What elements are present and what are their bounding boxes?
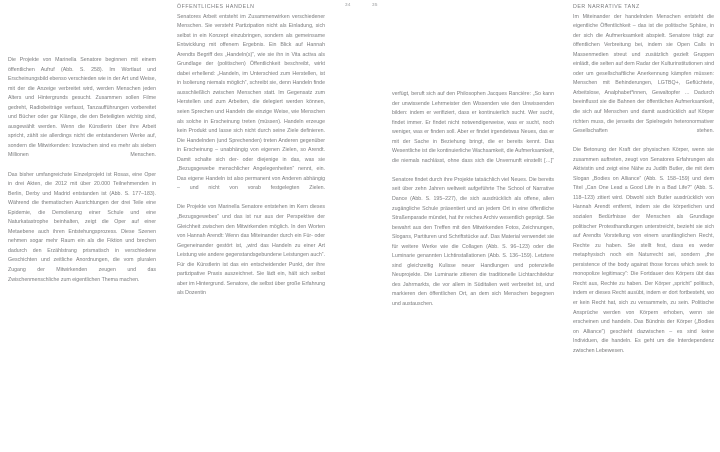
paragraph: Senatores Arbeit entsteht im Zusammenwirken verschiedener Menschen. Sie versteht Partizipation nicht als Einladung, sich selbst in ein Konzept einzubringen, sondern als gemeinsame Entwicklung mit offenem Ergebnis. Ein Blick auf Hannah Arendts Begriff des „Handeln(s)“, wie sie ihn in Vita activa als Grundlage der (politischen) Öffentlichkeit beschreibt, wirkt dabei erhellend: „Handeln, im Unterschied zum Herstellen, ist in Isolierung niemals möglich“, schreibt sie, denn Handeln finde ausschließlich zwischen Menschen statt. Im Gegensatz zum Herstellen und zum Arbeiten, die delegiert werden können, seien Sprechen und Handeln die einzige Weise, wie Menschen als solche in Erscheinung treten (müssen). Handeln erzeuge kein Produkt und lasse sich nicht durch seine Ziele definieren. Die Handelnden (und Sprechenden) treten Anderen gegenüber in Erscheinung – unabhängig von eigenen Zielen, so Arendt. Damit schalte sich der- oder diejenige in das, was sie „Bezugsgewebe menschlicher Angelegenheiten“ nennt, ein. Das eigene Handeln ist also permanent von Anderen abhängig – und nicht von vorab festgelegten Zielen. <box>177 13 325 192</box>
paragraph: Im Miteinander der handelnden Menschen entsteht die eigentliche Öffentlichkeit – das ist die politische Sphäre, in der sich die Aufmerksamkeit abspielt. Senatore trägt zur öffentlichen Verbreitung bei, indem sie Open Calls in Massenmedien streut und zusätzlich gezielt Gruppen einlädt, die selten auf dem Radar der Kulturinstitutionen sind oder um gesellschaftliche Anerkennung kämpfen müssen: Menschen mit Behinderungen, LGTBQ+, Geflüchtete, Arbeitslose, Analphabet*innen, Gewaltopfer … Dadurch beeinflusst sie die Bahnen der öffentlichen Aufmerksamkeit, die sich auf Menschen und damit ausdrücklich auf Körper richten muss, die jenseits der Spielregeln heteronormativer Gesellschaften stehen. <box>573 13 714 135</box>
section-heading-narrative-dance: DER NARRATIVE TANZ <box>573 4 640 10</box>
paragraph: Senatore findet durch ihre Projekte tatsächlich viel Neues. Die bereits seit über zehn Jahren weltweit aufgeführte The School of Narrative Dance (Abb. S. 195–227), die sich ausdrücklich als offene, allen zugängliche Schule präsentiert und an jedem Ort in eine öffentliche Straßenparade mündet, hat ihr reiches Archiv wesentlich geprägt. Sie bewahrt aus den Treffen mit den Mitwirkenden Fotos, Zeichnungen, Slogans, Partituren und Schriftstücke auf. Das Material verwendet sie für weitere Werke wie die Collagen (Abb. S. 96–123) oder die Luminarie genannten Lichtinstallationen (Abb. S. 136–159). Letztere sind gleichzeitig Kulisse neuer Handlungen und potenzielle Neuprojekte. Die Luminarie zitieren die traditionelle Lichtarchitektur des Jahrmarkts, die vor allem in Süditalien weit verbreitet ist, und markieren den öffentlichen Ort, an dem sich Menschen begegnen und austauschen. <box>392 176 554 308</box>
paragraph: Das bisher umfangreichste Einzelprojekt ist Rosas, eine Oper in drei Akten, die 2012 mit über 20.000 Teilnehmenden in Berlin, Derby und Madrid entstanden ist (Abb. S. 177–183). Während die thematischen Ausrichtungen der drei Teile eine Epidemie, die Demolierung einer Schule und eine Naturkatastrophe beinhalten, zeigt die Oper auf einer Metaebene auch ihren Entstehungsprozess. Diese Szenen nehmen sogar mehr Raum ein als die Fiktion und brechen dadurch den Erzählstrang prismatisch in verschiedene Geschichten und zeitliche Anordnungen, die vom pluralen Zugang der Mitwirkenden zeugen und das Zwischenmenschliche zum eigentlichen Thema machen. <box>8 171 156 283</box>
paragraph: Die Betonung der Kraft der physischen Körper, wenn sie zusammen auftreten, zeugt von Senatores Erfahrungen als Aktivistin und zeigt eine Nähe zu Judith Butler, die mit dem Slogan „Bodies on Alliance“ (Abb. S. 158–159) und dem Titel „Can One Lead a Good Life in a Bad Life?“ (Abb. S. 118–123) zitiert wird. Obwohl sich Butler ausdrücklich von Hannah Arendt entfernt, indem sie die körperlichen und sozialen Bedürfnisse der Menschen als Grundlage politischer Protesthandlungen unterstreicht, bezieht sie sich auf Arendts Vorstellung von einem uranfänglichen Recht, Rechte zu haben. Sie stellt fest, dass es weder metaphysisch noch ein Naturrecht sei, sondern „the persistence of the body against those forces which seek to monopolize legitimacy“: Die Fortdauer des Körpers übt das Recht aus, Rechte zu haben. Der Körper „spricht“ politisch, indem er dieses Recht ausübt, indem er dort fortbesteht, wo er kein Recht hat, sich zu versammeln, zu sein. Politische Ansprüche werden von Körpern erhoben, wenn sie erscheinen und handeln. Das Bündnis der Körper („Bodies on Alliance“) geschieht dazwischen – es sind keine Individuen, die handeln. Es geht um die Interdependenz zwischen Lebewesen. <box>573 147 714 354</box>
paragraph: Die Projekte von Marinella Senatore entstehen im Kern dieses „Bezugsgewebes“ und das ist nur aus der Perspektive der Gleichheit zwischen den Mitwirkenden möglich. In den Worten von Hannah Arendt: Wenn das Miteinander durch ein Für- oder Gegeneinander gestört ist, „wird das Handeln zu einer Art Leistung wie andere gegenstandsgebundene Leistungen auch“. Für die Künstlerin ist das ein entscheidender Punkt, der ihre partizipative Praxis auszeichnet. Sie lädt ein, hält sich selbst aber im Hintergrund. Senatore, die selbst über große Erfahrung als Dozentin <box>177 204 325 297</box>
section-heading-public-action: ÖFFENTLICHES HANDELN <box>177 4 255 10</box>
folio-page-right: 35 <box>372 2 378 7</box>
text-column-1 <box>8 56 156 285</box>
text-column-4 <box>573 3 714 356</box>
paragraph: Die Projekte von Marinella Senatore beginnen mit einem öffentlichen Aufruf (Abb. S. 258). Im Wortlaut und Erscheinungsbild ebenso verschieden wie in der Art und Weise, mit der die Anzeige verbreitet wird, werden Menschen jeden Alters und Hintergrunds gesucht. Zusammen sollen Filme gedreht, Radiobeiträge verfasst, Tanzaufführungen vorbereitet und Bücher oder gar Klänge, die den Beteiligten wichtig sind, ausgewählt werden. Wenn die Künstlerin über ihre Arbeit spricht, zählt sie allerdings nicht die entstandenen Werke auf, sondern die Mitwirkenden: Inzwischen sind es mehr als sieben Millionen Menschen. <box>8 57 156 159</box>
paragraph: verfügt, beruft sich auf den Philosophen Jacques Rancière: „So kann der unwissende Lehrmeister den Wissenden wie den Unwissenden bilden: indem er verifiziert, dass er kontinuierlich sucht. Wer sucht, findet immer. Er findet nicht notwendigerweise, was er sucht, noch weniger, was er finden soll. Aber er findet irgendetwas Neues, das er mit der Sache in Beziehung bringt, die er bereits kennt. Das Wesentliche ist die kontinuierliche Wachsamkeit, die Aufmerksamkeit, die niemals nachlässt, ohne dass sich die Unvernunft einstellt […]“ <box>392 91 554 164</box>
folio-page-left: 34 <box>345 2 351 7</box>
text-column-2 <box>177 3 325 299</box>
text-column-3 <box>392 90 554 310</box>
